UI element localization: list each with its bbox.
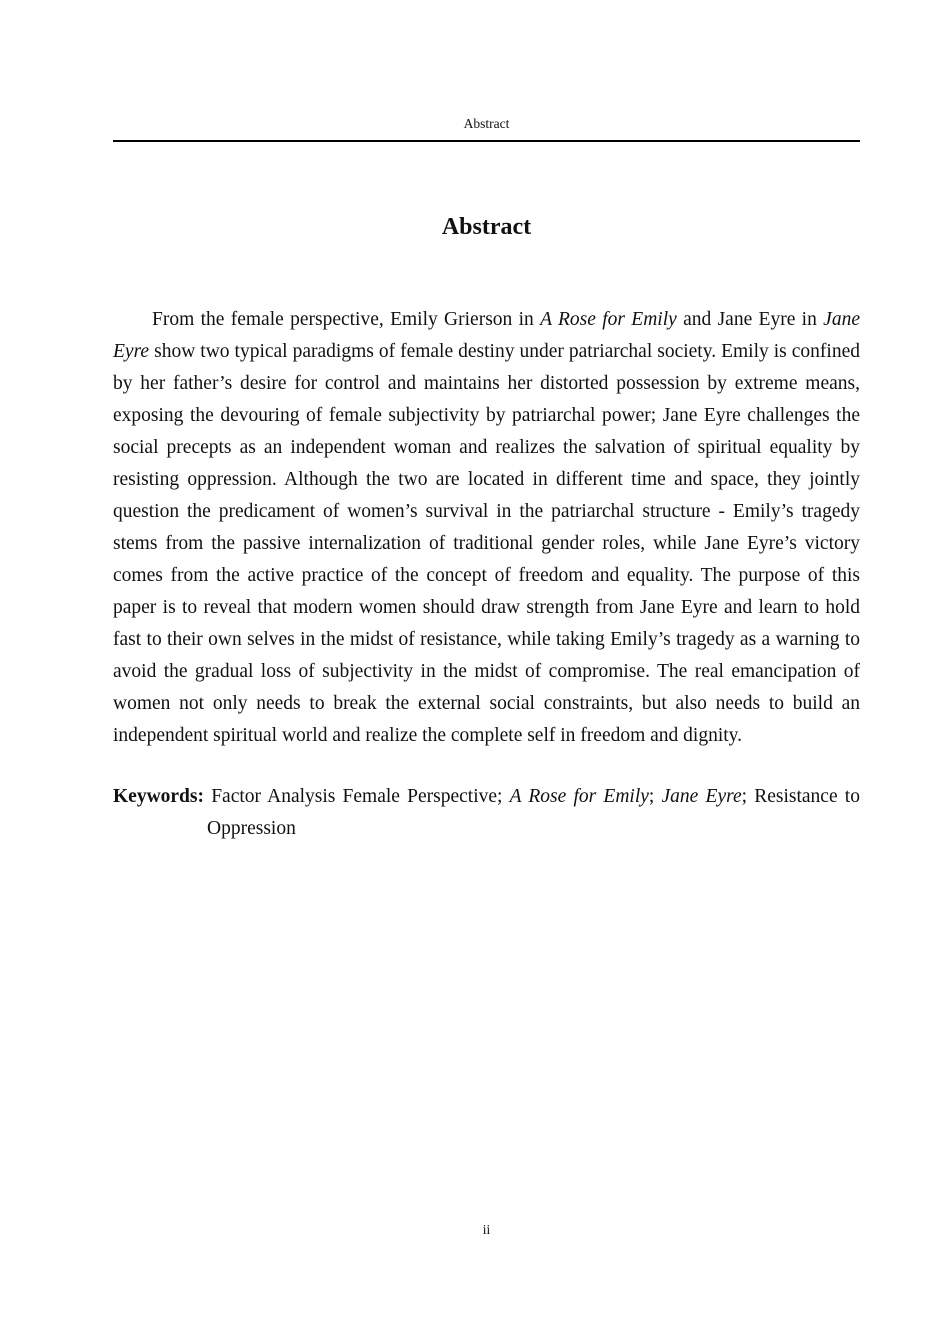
keywords-line: Keywords: Factor Analysis Female Perspective; A Rose for Emily; Jane Eyre; Resistance to Oppression xyxy=(113,785,860,839)
page-number: ii xyxy=(482,1222,491,1237)
page-title: Abstract xyxy=(441,214,532,240)
abstract-paragraph: From the female perspective, Emily Grierson in A Rose for Emily and Jane Eyre in Jane Eyre show two typical paradigms of female destiny under patriarchal society. Emily is confined by her father’s desire for control and maintains her distorted possession by extreme means, exposing the devouring of female subjectivity by patriarchal power; Jane Eyre challenges the social precepts as an independent woman and realizes the salvation of spiritual equality by resisting oppression. Although the two are located in different time and space, they jointly question the predicament of women’s survival in the patriarchal structure - Emily’s tragedy stems from the passive internalization of traditional gender roles, while Jane Eyre’s victory comes from the active practice of the concept of freedom and equality. The purpose of this paper is to reveal that modern women should draw strength from Jane Eyre and learn to hold fast to their own selves in the midst of resistance, while taking Emily’s tragedy as a warning to avoid the gradual loss of subjectivity in the midst of compromise. The real emancipation of women not only needs to break the external social constraints, but also needs to build an independent spiritual world and realize the complete self in freedom and dignity. xyxy=(113,308,860,746)
running-header-text: Abstract xyxy=(463,116,510,131)
running-header xyxy=(113,116,860,142)
